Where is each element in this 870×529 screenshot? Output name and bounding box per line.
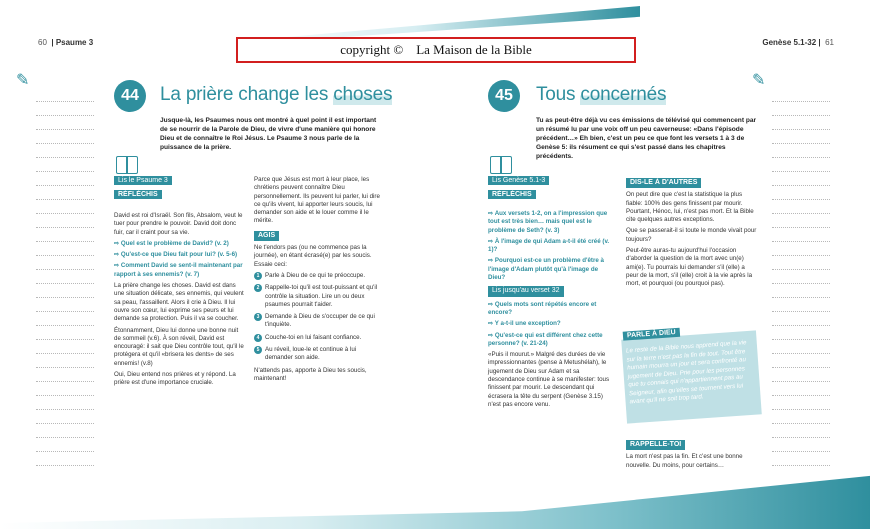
parle-a-dieu-text: Le reste de la Bible nous apprend que la vie sur la terre n'est pas la fin de tout. Tout être humain mourra un jour et sera confronté au jugement de Dieu. Prie pour les personnes que tu connais qui n'appartiennent pas au Seigneur, afin qu'elles se tournent vers lui avant qu'il ne soit trop tard. [625, 339, 747, 406]
question: ⇨ Y a-t-il une exception? [488, 320, 561, 328]
list-item: 2 Rappelle-toi qu'il est tout-puissant et qu'il contrôle la situation. Lire un ou deux psaumes pourrait t'aider. [254, 284, 384, 309]
left-running-title: | Psaume 3 [51, 38, 94, 47]
question: ⇨ Qu'est-ce qui est différent chez cette personne? (v. 21-24) [488, 331, 603, 347]
left-lesson-title [160, 84, 392, 106]
paragraph: La prière change les choses. David est dans une situation délicate, ses ennemis, qui veulent sa peau, l'assaillent. Alors il crie à Dieu. Il lui ouvre son cœur, lui exprime ses peurs et lui demande sa protection. Puis il va se coucher. [114, 282, 244, 323]
right-margin-notes [772, 88, 830, 466]
paragraph: Parce que Jésus est mort à leur place, les chrétiens peuvent connaître Dieu personnellement. Ils peuvent lui parler, lui dire ce qu'ils vivent, lui apporter leurs soucis, lui demander son aide et le louer comme il le mérite. [254, 176, 380, 225]
right-lesson-title [536, 84, 666, 106]
question: ⇨ Quels mots sont répétés encore et encore? [488, 300, 597, 316]
left-column-1 [114, 212, 244, 391]
paragraph: Oui, Dieu entend nos prières et y répond. La prière est d'une importance cruciale. [114, 371, 236, 387]
list-item: 3 Demande à Dieu de s'occuper de ce qui t'inquiète. [254, 313, 384, 330]
right-intro: Tu as peut-être déjà vu ces émissions de télévisé qui commencent par un résumé lu par une voix off un peu caverneuse: «Dans l'épisode précédent…» Eh bien, c'est un peu ce que font les versets 1 à 3 de Genèse 5: ils résument ce qui s'est passé dans les chapitres précédents. [536, 117, 757, 160]
left-lesson-number: 44 [114, 80, 146, 112]
rappelle-toi-section [626, 440, 760, 473]
question: ⇨ Comment David se sent-il maintenant par rapport à ses ennemis? (v. 7) [114, 262, 243, 278]
paragraph: La mort n'est pas la fin. Et c'est une bonne nouvelle. Du moins, pour certains… [626, 453, 743, 469]
right-title-text: Tous [536, 84, 581, 105]
paragraph: On peut dire que c'est la statistique la plus fiable: 100% des gens finissent par mourir. Pourtant, Hénoc, lui, n'est pas mort. Et la Bible cite quelques autres exceptions. [626, 191, 754, 224]
parle-a-dieu-box [621, 330, 762, 423]
question: ⇨ À l'image de qui Adam a-t-il été créé (v. 1)? [488, 237, 610, 254]
paragraph: Peut-être auras-tu aujourd'hui l'occasion d'aborder la question de la mort avec un(e) ami(e). Tu pourrais lui demander s'il (elle) a peur de la mort, s'il (elle) croit à la vie après la mort, et pourquoi (ou pourquoi pas). [626, 247, 753, 288]
agis-tag: AGIS [254, 231, 279, 241]
list-item: 5 Au réveil, loue-le et continue à lui demander son aide. [254, 346, 384, 363]
list-item: 1 Parle à Dieu de ce qui te préoccupe. [254, 272, 384, 280]
right-page-number: 61 [825, 38, 834, 47]
question: ⇨ Qu'est-ce que Dieu fait pour lui? (v. 5-6) [114, 251, 238, 259]
paragraph: Ne t'endors pas (ou ne commence pas la journée), en étant écrasé(e) par les soucis. Essaie ceci: [254, 244, 372, 268]
paragraph: Que se passerait-il si toute le monde vivait pour toujours? [626, 227, 757, 243]
right-running-title: Genèse 5.1-32 | [762, 38, 821, 47]
parle-a-dieu-tag: PARLE À DIEU [623, 328, 680, 341]
paragraph: N'attends pas, apporte à Dieu tes soucis, maintenant! [254, 366, 367, 382]
lis-jusquau-tag: Lis jusqu'au verset 32 [488, 286, 564, 296]
pencil-icon: ✎ [752, 72, 766, 89]
arrow-icon: ⇨ [114, 262, 121, 270]
right-page-header [762, 38, 834, 47]
arrow-icon: ⇨ [114, 239, 121, 247]
pencil-icon: ✎ [16, 72, 30, 89]
question: ⇨ Pourquoi est-ce un problème d'être à l'image d'Adam plutôt qu'à l'image de Dieu? [488, 257, 604, 282]
paragraph: Étonnamment, Dieu lui donne une bonne nuit de sommeil (v.6). À son réveil, David est encouragé: il sait que Dieu contrôle tout, qu'il le protégera et qu'il «brisera les dents» de ses ennemis! (v.8) [114, 326, 244, 367]
bottom-decorative-swoosh [0, 470, 870, 529]
right-lesson-number: 45 [488, 80, 520, 112]
left-page-header [38, 38, 93, 47]
book-icon [490, 156, 512, 174]
left-margin-notes [36, 88, 94, 466]
book-icon [116, 156, 138, 174]
copyright-banner: copyright © La Maison de la Bible [236, 37, 636, 63]
left-page-number: 60 [38, 38, 47, 47]
left-intro: Jusque-là, les Psaumes nous ont montré à quel point il est important de se nourrir de la Parole de Dieu, de vivre d'une manière qui honore Dieu et de connaître le Roi Jésus. Le Psaume 3 nous parle de la puissance de la prière. [160, 117, 377, 151]
paragraph: David est roi d'Israël. Son fils, Absalom, veut le tuer pour prendre le pouvoir. David doit donc fuir, car il craint pour sa vie. [114, 212, 243, 236]
right-column-2 [626, 178, 758, 292]
left-column-2 [254, 176, 384, 386]
right-column-1 [488, 210, 616, 412]
arrow-icon: ⇨ [488, 210, 495, 217]
right-lis-tag: Lis Genèse 5.1-3 [488, 176, 549, 185]
arrow-icon: ⇨ [488, 320, 495, 328]
right-reflechis-tag: RÉFLÉCHIS [488, 190, 536, 199]
arrow-icon: ⇨ [488, 300, 495, 308]
arrow-icon: ⇨ [488, 257, 495, 265]
rappelle-toi-tag: RAPPELLE-TOI [626, 440, 685, 450]
list-item: 4 Couche-toi en lui faisant confiance. [254, 334, 384, 342]
dis-le-tag: DIS-LE À D'AUTRES [626, 178, 701, 188]
paragraph: «Puis il mourut.» Malgré des durées de vie impressionnantes (pense à Metushélah), le jugement de Dieu sur Adam et sa descendance continue à se manifester: tous finissent par mourir. Le descendant qui écrasera la tête du serpent (Genèse 3.15) n'est pas encore venu. [488, 351, 610, 408]
question: ⇨ Quel est le problème de David? (v. 2) [114, 239, 229, 247]
left-title-highlight: choses [333, 84, 393, 105]
arrow-icon: ⇨ [488, 237, 495, 245]
arrow-icon: ⇨ [114, 251, 121, 259]
left-lis-tag: Lis le Psaume 3 [114, 176, 172, 185]
arrow-icon: ⇨ [488, 331, 495, 339]
right-title-highlight: concernés [580, 84, 667, 105]
left-title-text: La prière change les [160, 84, 334, 105]
left-reflechis-tag: RÉFLÉCHIS [114, 190, 162, 199]
question: ⇨ Aux versets 1-2, on a l'impression que tout est très bien… mais quel est le problème de Seth? (v. 3) [488, 210, 608, 234]
